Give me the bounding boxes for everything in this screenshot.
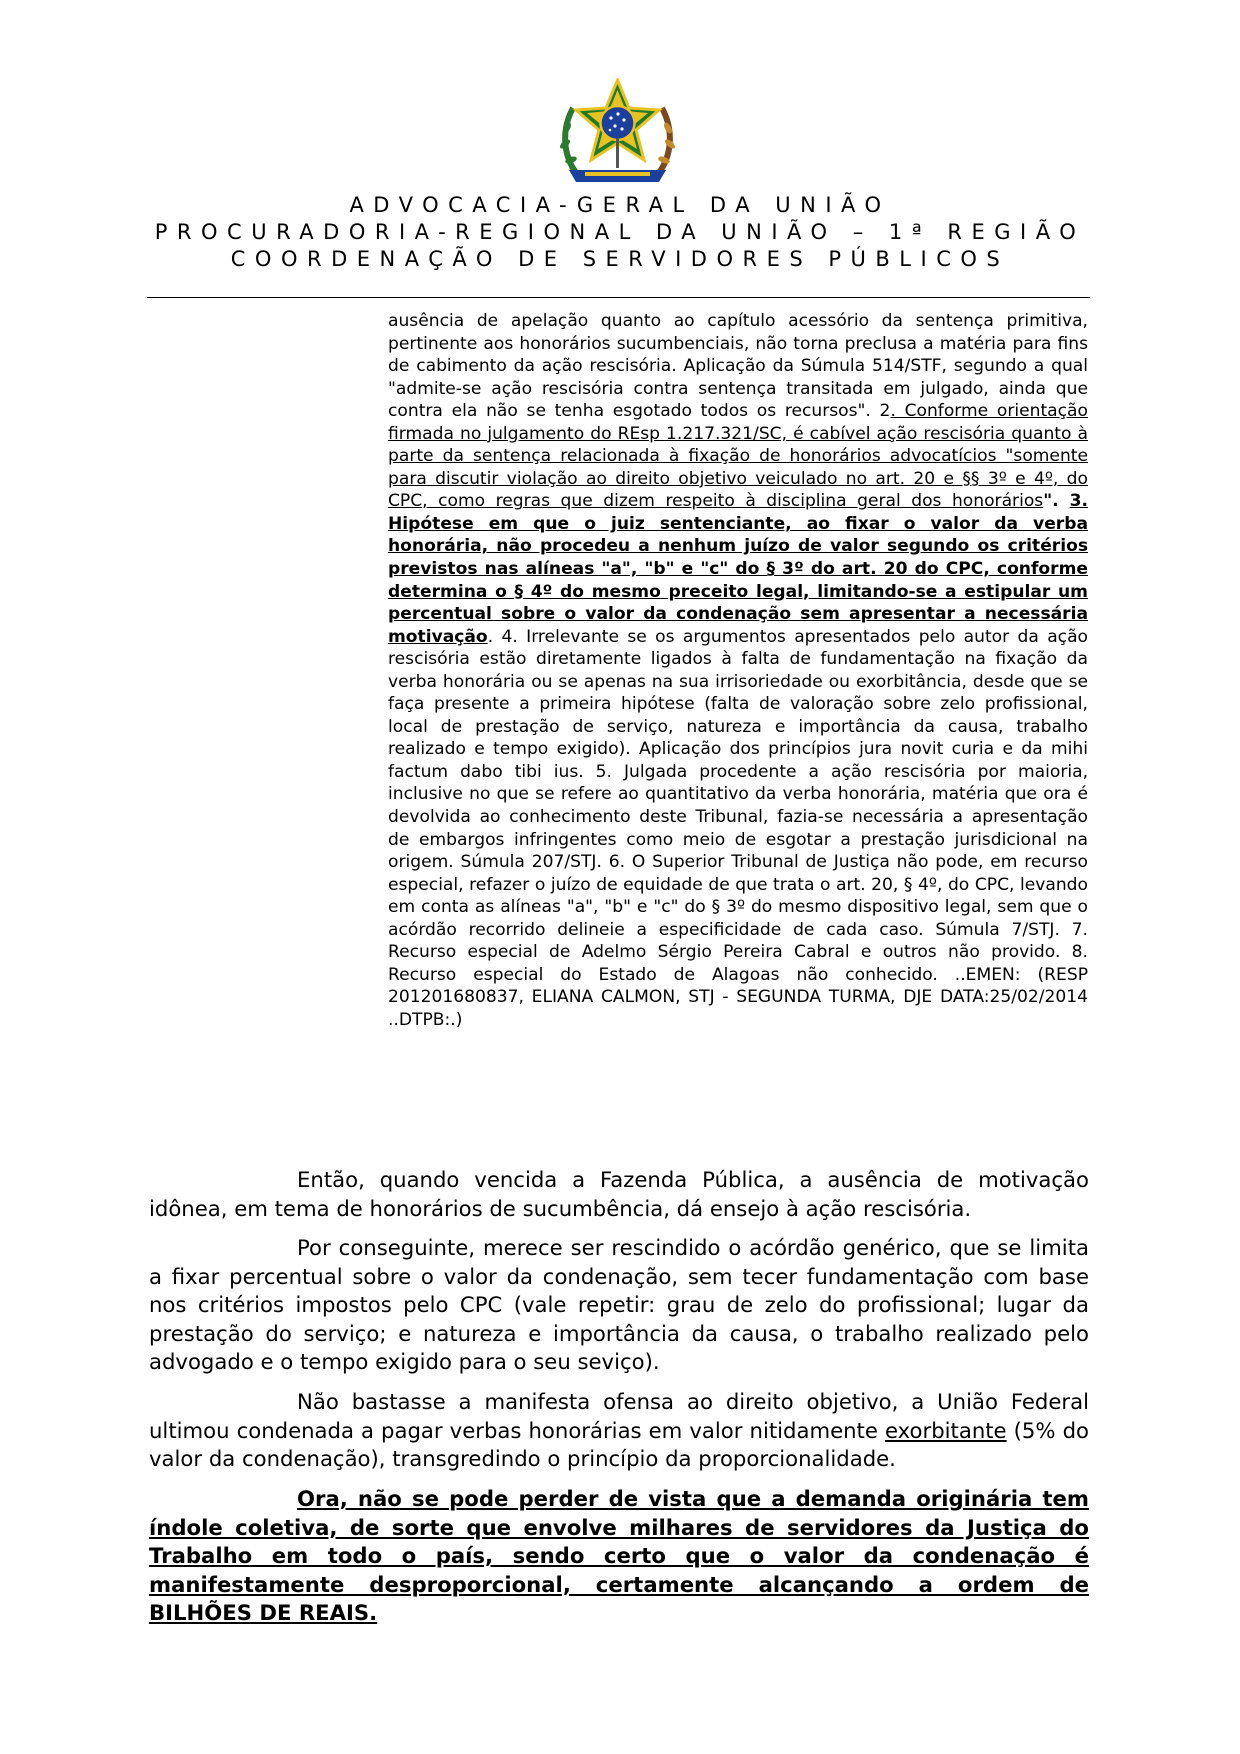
quote-text: ". xyxy=(1043,491,1070,512)
quote-bold-underlined-text: 3. Hipótese em que o juiz sentenciante, ao fixar o valor da verba honorária, não procedeu a nenhum juízo de valor segundo os critérios previstos nas alíneas "a", "b" e "c" do § 3º do art. 20 do CPC, conforme determina o § 4º do mesmo preceito legal, limitando-se a estipular um percentual sobre o valor da condenação sem apresentar a necessária motivação xyxy=(388,491,1088,647)
quote-text: ausência de apelação quanto ao capítulo acessório da sentença primitiva, pertinente aos honorários sucumbenciais, não torna preclusa a matéria para fins de cabimento da ação rescisória. Aplicação da Súmula 514/STF, segundo a qual "admite-se ação rescisória contra sentença transitada em julgado, ainda que contra ela não se tenha esgotado todos os recursos". 2 xyxy=(388,311,1088,422)
header-line-procuradoria: PROCURADORIA-REGIONAL DA UNIÃO – 1ª REGIÃO xyxy=(154,220,1086,244)
paragraph-text: Então, quando vencida a Fazenda Pública, a ausência de motivação idônea, em tema de honorários de sucumbência, dá ensejo à ação rescisória. xyxy=(149,1167,1089,1221)
body-paragraph xyxy=(149,1388,1089,1474)
header-divider xyxy=(147,297,1090,298)
quote-underlined-text: . Conforme orientação firmada no julgamento do REsp 1.217.321/SC, é cabível ação rescisória quanto à parte da sentença relacionada à fixação de honorários advocatícios "somente para discutir violação ao direito objetivo veiculado no art. 20 e §§ 3º e 4º, do CPC, como regras que dizem respeito à disciplina geral dos honorários xyxy=(388,401,1088,512)
paragraph-text: (5% do valor da condenação), transgredindo o princípio da proporcionalidade. xyxy=(149,1417,1089,1472)
body-paragraph xyxy=(149,1234,1089,1377)
quote-text: . 4. Irrelevante se os argumentos apresentados pelo autor da ação rescisória estão diretamente ligados à falta de fundamentação na fixação da verba honorária ou se apenas na sua irrisoriedade ou exorbitância, desde que se faça presente a primeira hipótese (falta de valoração sobre zelo profissional, local de prestação de serviço, natureza e importância da causa, trabalho realizado e tempo exigido). Aplicação dos princípios jura novit curia e da mihi factum dabo tibi ius. 5. Julgada procedente a ação rescisória por maioria, inclusive no que se refere ao quantitativo da verba honorária, matéria que ora é devolvida ao conhecimento deste Tribunal, fazia-se necessária a apresentação de embargos infringentes como meio de esgotar a prestação jurisdicional na origem. Súmula 207/STJ. 6. O Superior Tribunal de Justiça não pode, em recurso especial, refazer o juízo de equidade de que trata o art. 20, § 4º, do CPC, levando em conta as alíneas "a", "b" e "c" do § 3º do mesmo dispositivo legal, sem que o acórdão recorrido delineie a especificidade de cada caso. Súmula 7/STJ. 7. Recurso especial de Adelmo Sérgio Pereira Cabral e outros não provido. 8. Recurso especial do Estado de Alagoas não conhecido. ..EMEN: (RESP 201201680837, ELIANA CALMON, STJ - SEGUNDA TURMA, DJE DATA:25/02/2014 ..DTPB:.) xyxy=(388,626,1088,1030)
underlined-word: exorbitante xyxy=(884,1417,1007,1443)
header-line-agency: ADVOCACIA-GERAL DA UNIÃO xyxy=(349,193,891,217)
paragraph-text: Por conseguinte, merece ser rescindido o acórdão genérico, que se limita a fixar percentual sobre o valor da condenação, sem tecer fundamentação com base nos critérios impostos pelo CPC (vale repetir: grau de zelo do profissional; lugar da prestação do serviço; e natureza e importância da causa, o trabalho realizado pelo advogado e o tempo exigido para o seu seviço). xyxy=(149,1235,1089,1375)
body-paragraph xyxy=(149,1166,1089,1223)
body-paragraph-emphasis xyxy=(149,1485,1089,1628)
header-line-coordenacao: COORDENAÇÃO DE SERVIDORES PÚBLICOS xyxy=(230,247,1010,271)
paragraph-text: Não bastasse a manifesta ofensa ao direito objetivo, a União Federal ultimou condenada a pagar verbas honorárias em valor nitidamente xyxy=(149,1389,1089,1443)
brazil-coat-of-arms-icon xyxy=(555,78,680,190)
paragraph-text: Ora, não se pode perder de vista que a demanda originária tem índole coletiva, de sorte que envolve milhares de servidores da Justiça do Trabalho em todo o país, sendo certo que o valor da condenação é manifestamente desproporcional, certamente alcançando a ordem de BILHÕES DE REAIS. xyxy=(149,1486,1089,1626)
jurisprudence-quote xyxy=(388,310,1088,1032)
